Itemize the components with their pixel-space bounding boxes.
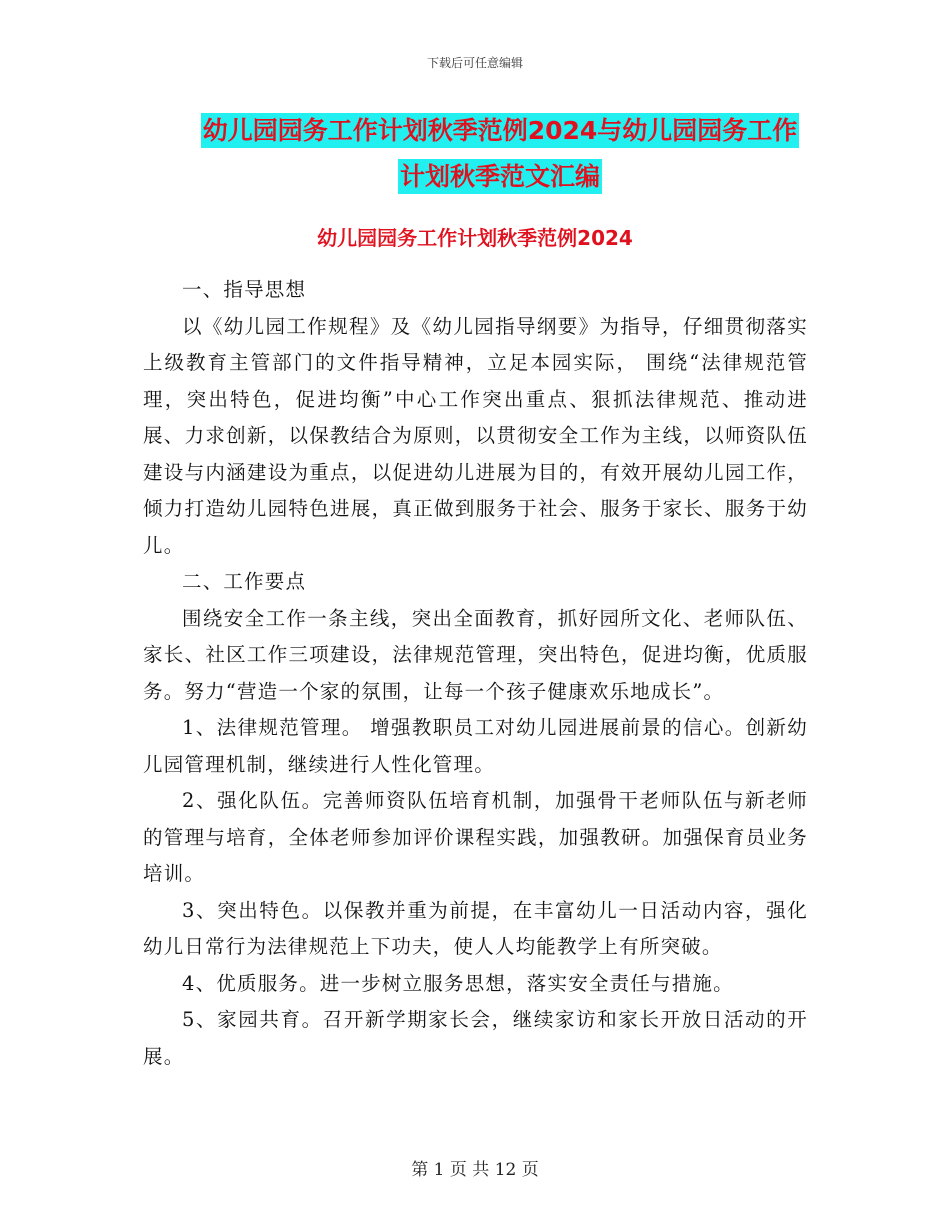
paragraph-item-2: 2、强化队伍。完善师资队伍培育机制，加强骨干老师队伍与新老师的管理与培育，全体老师参加评价课程实践，加强教研。加强保育员业务培训。	[143, 789, 808, 885]
section-title: 幼儿园园务工作计划秋季范例2024	[317, 226, 633, 250]
paragraph-item-5: 5、家园共育。召开新学期家长会，继续家访和家长开放日活动的开展。	[143, 1008, 808, 1068]
paragraph-item-4: 4、优质服务。进一步树立服务思想，落实安全责任与措施。	[182, 971, 734, 995]
page-footer: 第 1 页 共 12 页	[411, 1160, 539, 1180]
paragraph-guiding-thought: 以《幼儿园工作规程》及《幼儿园指导纲要》为指导，仔细贯彻落实上级教育主管部门的文件指导精神，立足本园实际， 围绕“法律规范管理，突出特色，促进均衡”中心工作突出重点、狠抓法律规范、推动进展、力求创新，以保教结合为原则，以贯彻安全工作为主线，以师资队伍建设与内涵建设为重点，以促进幼儿进展为目的，有效开展幼儿园工作，倾力打造幼儿园特色进展，真正做到服务于社会、服务于家长、服务于幼儿。	[143, 314, 808, 557]
paragraph-work-points: 围绕安全工作一条主线，突出全面教育，抓好园所文化、老师队伍、家长、社区工作三项建设，法律规范管理，突出特色，促进均衡，优质服务。努力“营造一个家的氛围，让每一个孩子健康欢乐地成长”。	[143, 606, 808, 703]
paragraph-item-1: 1、法律规范管理。 增强教职员工对幼儿园进展前景的信心。创新幼儿园管理机制，继续进行人性化管理。	[143, 716, 808, 776]
title-line-1: 幼儿园园务工作计划秋季范例2024与幼儿园园务工作	[201, 113, 800, 148]
heading-work-points: 二、工作要点	[182, 570, 307, 593]
page-header-note: 下载后可任意编辑	[426, 56, 523, 70]
title-line-2: 计划秋季范文汇编	[398, 159, 602, 194]
document-body	[143, 272, 808, 1075]
document-title	[140, 108, 860, 200]
heading-guiding-thought: 一、指导思想	[182, 278, 307, 301]
paragraph-item-3: 3、突出特色。以保教并重为前提，在丰富幼儿一日活动内容，强化幼儿日常行为法律规范上下功夫，使人人均能教学上有所突破。	[143, 898, 808, 958]
